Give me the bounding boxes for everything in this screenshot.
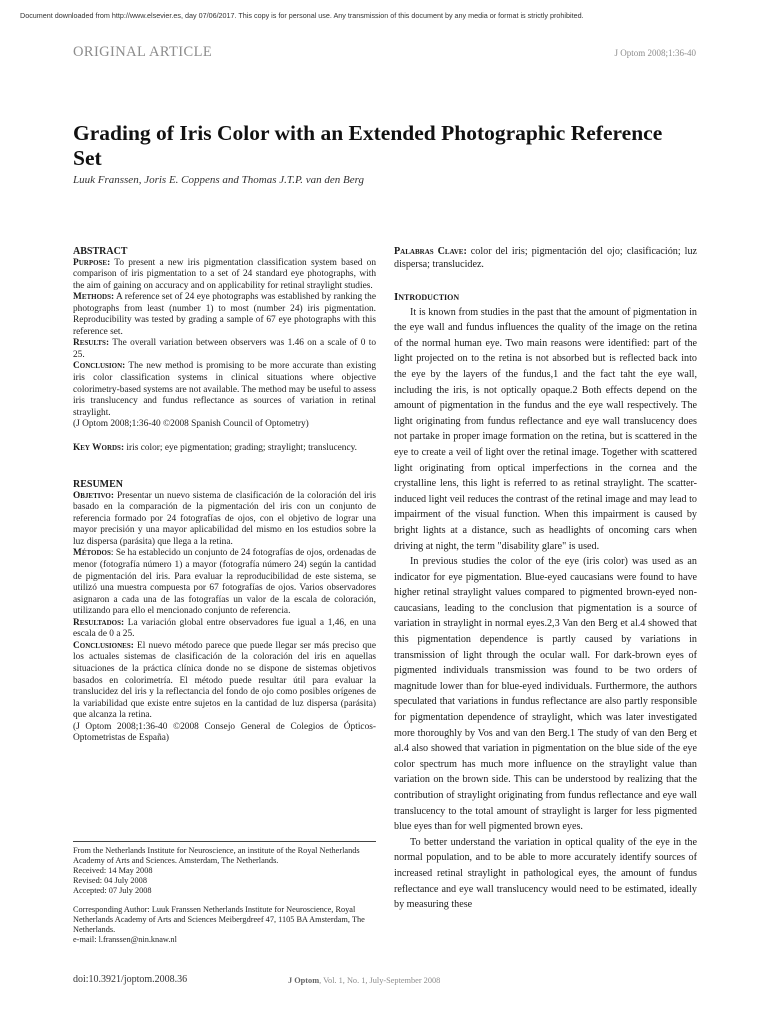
keywords-text: iris color; eye pigmentation; grading; straylight; translucency.	[126, 442, 358, 453]
right-column	[394, 246, 697, 913]
metodos-label: Métodos	[73, 548, 111, 559]
abstract-conclusion	[73, 361, 376, 419]
conclusiones-label: Conclusiones:	[73, 640, 134, 651]
author-list: Luuk Franssen, Joris E. Coppens and Thomas J.T.P. van den Berg	[73, 174, 364, 186]
conclusion-text: The new method is promising to be more accurate than existing iris color classification systems in clinical situations where objective colorimetry-based systems are not available. The method may be useful to assess iris translucency and fundus reflectance as sources of variation in retinal straylight.	[73, 361, 376, 418]
metodos-text: : Se ha establecido un conjunto de 24 fotografías de ojos, ordenadas de menor (fotografía número 1) a mayor (fotografía número 24) según la cantidad de pigmentación del iris. Para evaluar la reproducibilidad de este sistema, se utilizó una muestra compuesta por 67 fotografías de ojos. Varios observadores asignaron a cada una de las fotografías un valor de la escala de coloración, utilizando para ello el mencionado conjunto de referencia.	[73, 548, 376, 617]
introduction-paragraph-3: To better understand the variation in optical quality of the eye in the normal population, and to be able to more accurately identify sources of increased retinal straylight in pathological eyes, the amount of fundus reflectance and eye wall translucency would need to be estimated, ideally by measuring these	[394, 836, 697, 911]
abstract-copyright: (J Optom 2008;1:36-40 ©2008 Spanish Council of Optometry)	[73, 419, 309, 430]
footer-volume: , Vol. 1, No. 1, July-September 2008	[319, 976, 441, 985]
resultados-text: La variación global entre observadores fue igual a 1,46, en una escala de 0 a 25.	[73, 617, 376, 640]
palabras-label: Palabras Clave:	[394, 246, 467, 257]
conclusiones-text: El nuevo método parece que puede llegar ser más preciso que los actuales sistemas de clasificación de la coloración del iris en aquellas situaciones de la práctica clínica donde no se dispone de sistemas objetivos basados en colorimetría. El método puede resultar útil para evaluar la translucidez del iris y la reflectancia del fondo de ojo como posibles orígenes de la variabilidad que existe entre sujetos en la cantidad de luz dispersa (parásita) que alcanza la retina.	[73, 640, 376, 721]
resultados-label: Resultados:	[73, 617, 125, 628]
resumen-copyright: (J Optom 2008;1:36-40 ©2008 Consejo General de Colegios de Ópticos-Optometristas de España)	[73, 721, 376, 744]
affiliation: From the Netherlands Institute for Neuroscience, an institute of the Royal Netherlands Academy of Arts and Sciences. Amsterdam, The Netherlands.	[73, 846, 360, 865]
methods-label: Methods:	[73, 292, 115, 303]
introduction-paragraph-1: It is known from studies in the past that the amount of pigmentation in the eye wall and fundus influences the quality of the image on the retina of the normal human eye. Two main reasons were identified: part of the light projected on to the retina is not absorbed but is reflected back into the eye by the layers of the fundus,1 and the fact taht the eye wall, including the iris, is not optically opaque.2 Both effects depend on the amount of pigmentation in the fundus and the eye wall respectively. The light originating from fundus reflectance and eye wall translucency does not partake in proper image formation on the retina, but is scattered in the eye to create a veil of light over the retinal image. Together with scattered light originating from optical imperfections in the cornea and the crystalline lens, this light is referred to as retinal straylight. The scatter-induced light veil reduces the contrast of the retinal image and may lead to impairment of the visual function. When this impairment is caused by bright lights at a distance, such as headlights of oncoming cars when driving at night, the term "disability glare" is used.	[394, 306, 697, 552]
article-title: Grading of Iris Color with an Extended Photographic Reference Set	[73, 121, 663, 170]
resumen-heading: RESUMEN	[73, 479, 124, 491]
resumen-resultados	[73, 618, 376, 641]
abstract-methods	[73, 292, 376, 338]
accepted-date: Accepted: 07 July 2008	[73, 886, 152, 895]
corresponding-author: Corresponding Author: Luuk Franssen Netherlands Institute for Neuroscience, Royal Netherlands Academy of Arts and Sciences Meibergdreef 47, 1105 BA Amsterdam, The Netherlands.	[73, 905, 365, 934]
purpose-label: Purpose:	[73, 257, 111, 268]
keywords	[73, 443, 376, 455]
keywords-label: Key Words:	[73, 442, 125, 453]
abstract-results	[73, 338, 376, 361]
introduction-heading: Introduction	[394, 290, 460, 303]
results-label: Results:	[73, 338, 110, 349]
resumen-conclusiones	[73, 641, 376, 722]
resumen-objetivo	[73, 491, 376, 549]
email-link[interactable]: e-mail: l.franssen@nin.knaw.nl	[73, 935, 177, 944]
section-label: ORIGINAL ARTICLE	[73, 44, 213, 60]
results-text: The overall variation between observers was 1.46 on a scale of 0 to 25.	[73, 338, 376, 360]
introduction-paragraph-2: In previous studies the color of the eye (iris color) was used as an indicator for eye pigmentation. Blue-eyed caucasians were found to have higher retinal straylight values compared to pigmented brown-eyed non-caucasians, leading to the conclusion that pigmentation is a source of variation in straylight in normal eyes.2,3 Van den Berg et al.4 showed that this pigmentation dependence is partly caused by variations in transmission of light through the ocular wall. For dark-brown eyes of pigmented individuals transmission was found to be two orders of magnitude lower than for blue-eyed individuals. Furthermore, the authors speculated that variations in fundus reflectance are also partly responsible for pigmentation dependence of straylight, which was later investigated more thoroughly by Vos and van den Berg.1 The study of van den Berg et al.4 also showed that variation in pigmentation on the blue side of the eye color spectrum has much more influence on the straylight value than variation on the brown side. This can be understood by realizing that the contribution of straylight originating from fundus reflectance and eye wall translucency to the total amount of straylight is larger for less pigmented blue eyes than for well pigmented brown eyes.	[394, 556, 697, 833]
received-date: Received: 14 May 2008	[73, 866, 153, 875]
left-column	[73, 246, 376, 745]
download-notice: Document downloaded from http://www.elsevier.es, day 07/06/2017. This copy is for personal use. Any transmission of this document by any media or format is strictly prohibited.	[20, 11, 584, 20]
resumen-section	[73, 479, 376, 745]
abstract-heading: ABSTRACT	[73, 246, 128, 257]
footer-citation	[288, 976, 440, 985]
conclusion-label: Conclusion:	[73, 361, 126, 372]
revised-date: Revised: 04 July 2008	[73, 876, 147, 885]
footer-journal: J Optom	[288, 976, 320, 985]
methods-text: A reference set of 24 eye photographs was established by ranking the photographs from least (number 1) to most (number 24) iris pigmentation. Reproducibility was tested by grading a sample of 67 eye photographs with this reference set.	[73, 292, 376, 337]
doi[interactable]: doi:10.3921/joptom.2008.36	[73, 974, 188, 985]
objetivo-text: Presentar un nuevo sistema de clasificación de la coloración del iris basado en la comparación de la pigmentación del iris con un conjunto de referencia formado por 24 fotografías de ojos, con el objetivo de lograr una mayor precisión y una mayor aplicabilidad del mismo en los estudios sobre la luz dispersa (parásita) que llega a la retina.	[73, 490, 376, 547]
journal-citation-header: J Optom 2008;1:36-40	[614, 48, 696, 58]
footnote-divider	[73, 841, 376, 842]
objetivo-label: Objetivo:	[73, 490, 114, 501]
abstract-section	[73, 246, 376, 454]
palabras-clave	[394, 246, 697, 272]
resumen-metodos	[73, 548, 376, 617]
abstract-purpose	[73, 258, 376, 293]
palabras-text: color del iris; pigmentación del ojo; clasificación; luz dispersa; translucidez.	[394, 246, 698, 270]
footnote-block	[73, 846, 378, 945]
purpose-text: To present a new iris pigmentation classification system based on comparison of iris pigmentation to a set of 24 standard eye photographs, with the aim of gaining on accuracy and on applicability for retinal straylight studies.	[73, 257, 377, 291]
